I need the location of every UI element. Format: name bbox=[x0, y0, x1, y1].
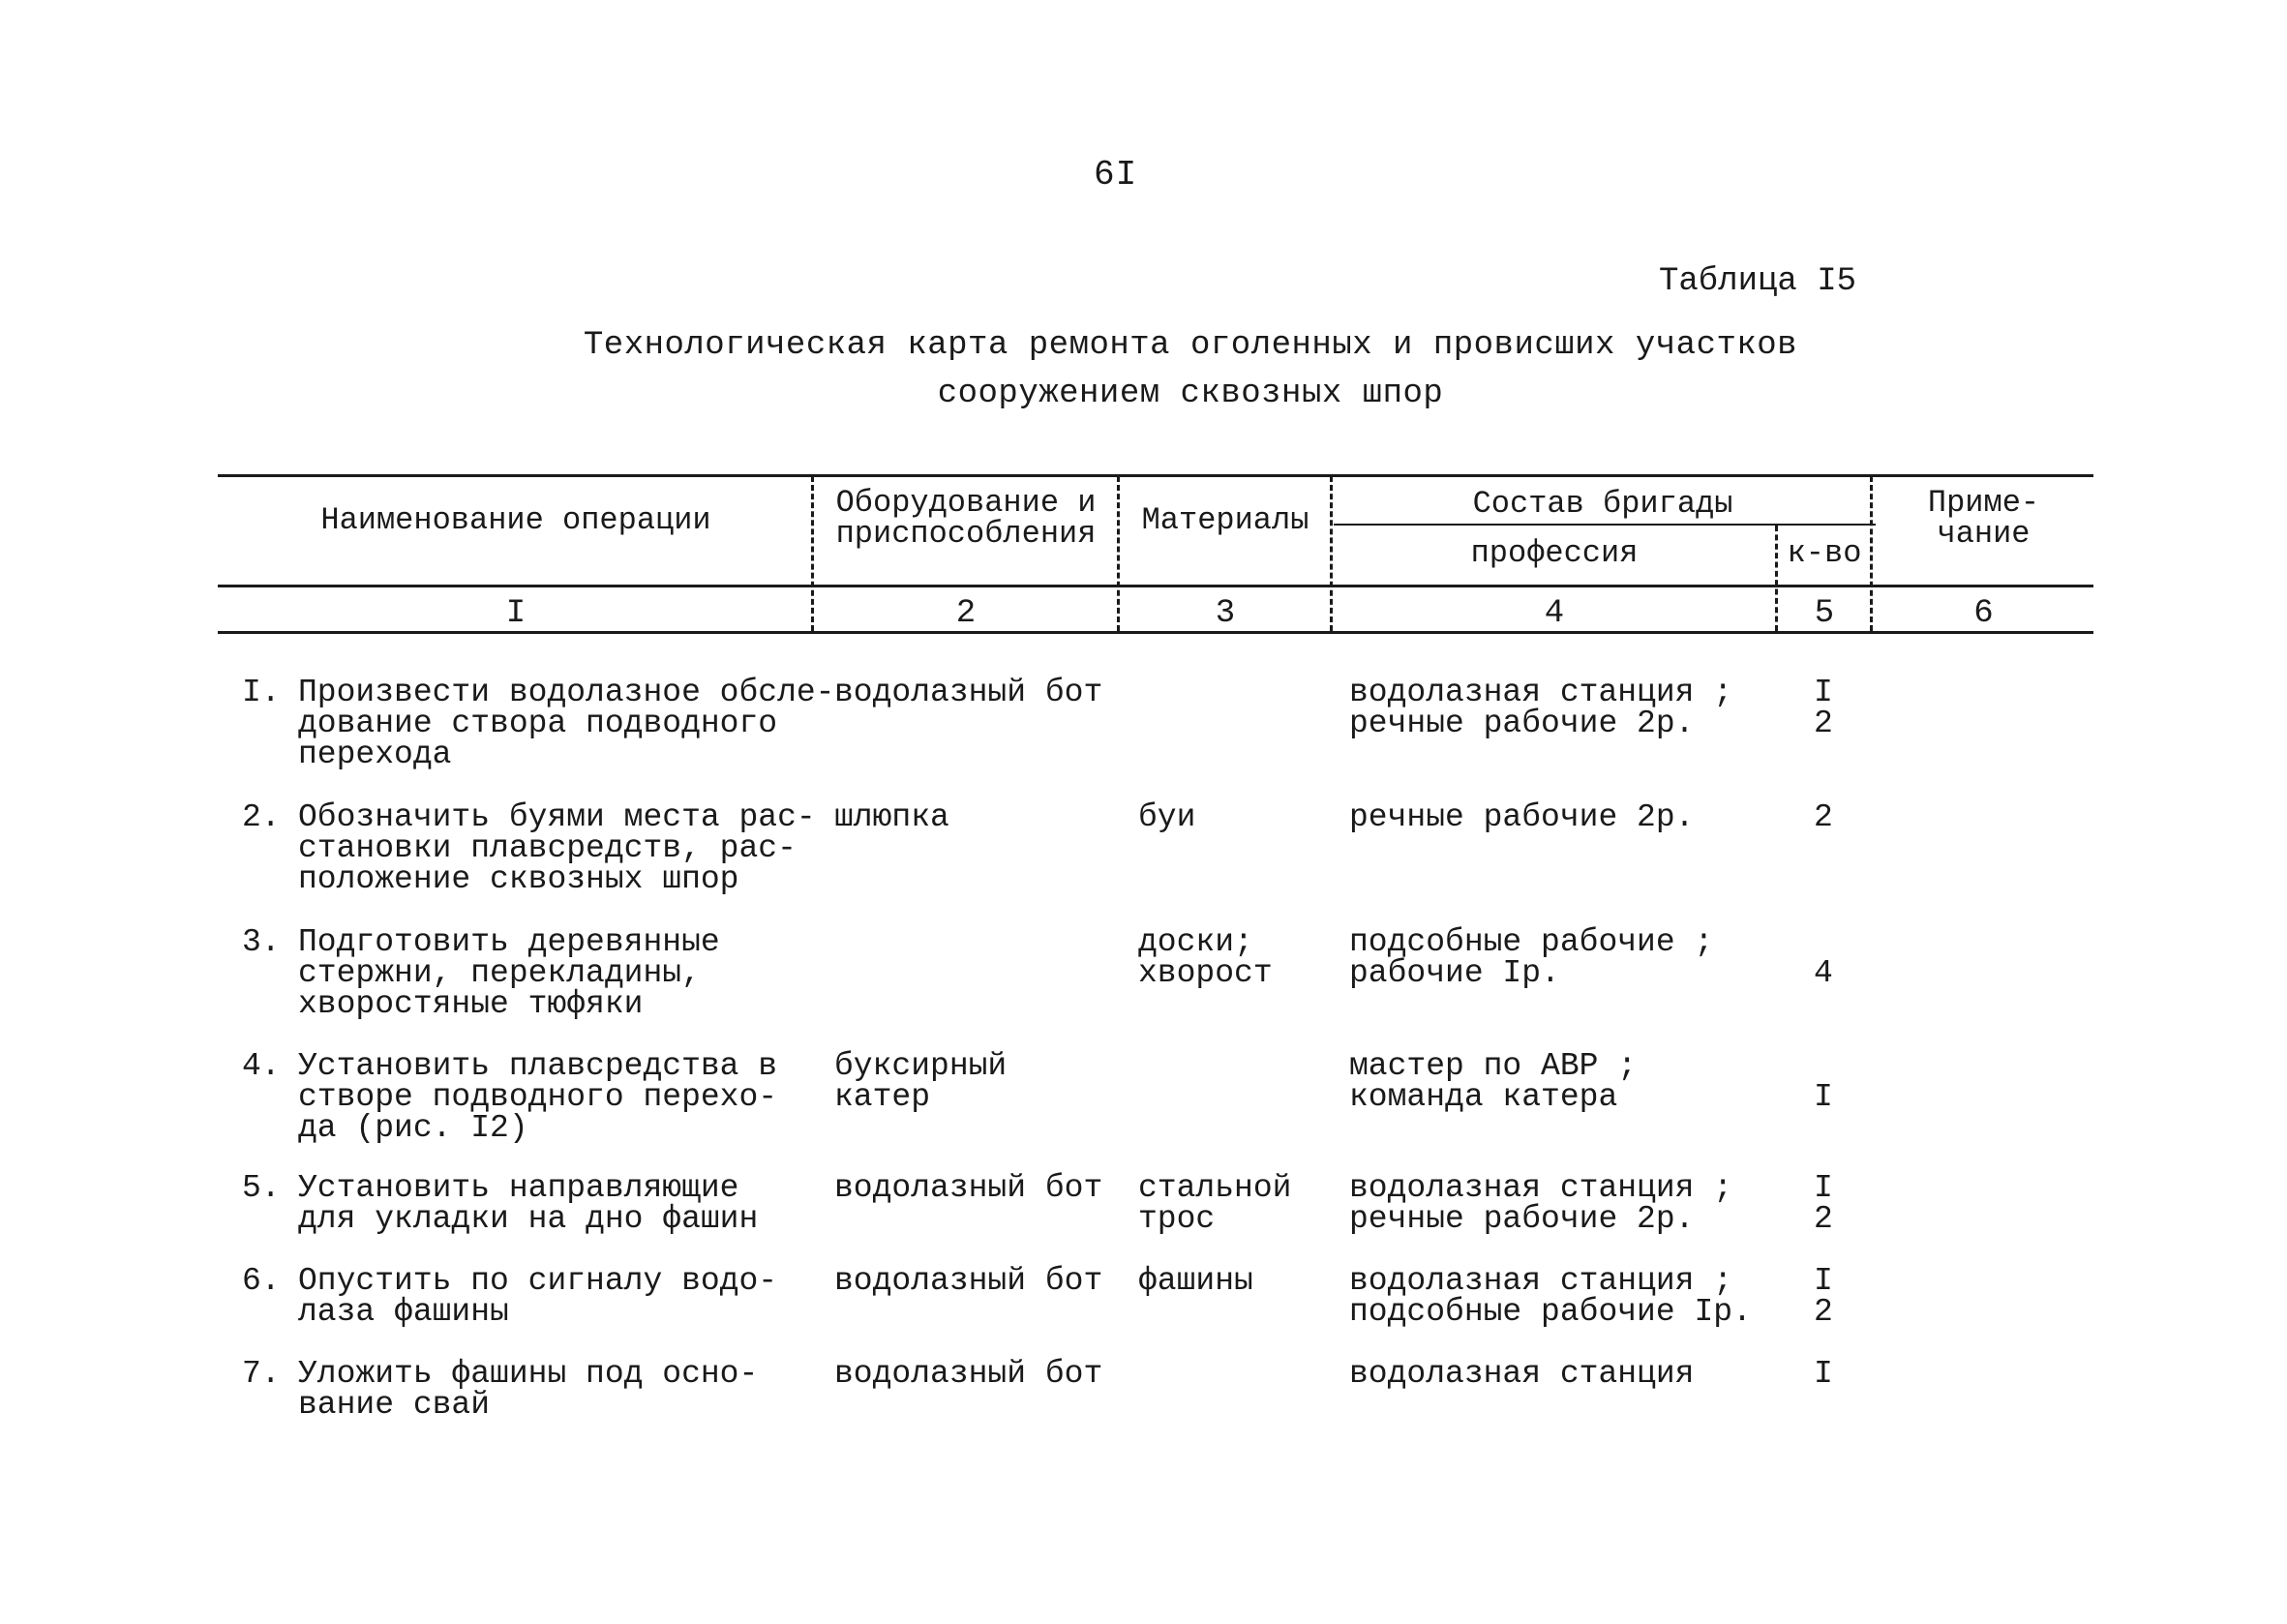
header-equipment-line1: Оборудование и bbox=[835, 485, 1097, 521]
count-cell: I bbox=[1814, 1079, 1833, 1115]
header-materials: Материалы bbox=[1141, 502, 1309, 538]
profession-cell: водолазная станция bbox=[1349, 1356, 1695, 1392]
header-notes-line1: Приме- bbox=[1927, 485, 2040, 521]
count-cell: I 2 bbox=[1814, 1263, 1833, 1330]
profession-cell: речные рабочие 2р. bbox=[1349, 799, 1695, 835]
row-number: 5. bbox=[242, 1170, 281, 1206]
operation-cell: Опустить по сигналу водо- лаза фашины bbox=[298, 1263, 778, 1330]
column-number-5: 5 bbox=[1814, 595, 1835, 632]
row-number: 4. bbox=[242, 1048, 281, 1084]
count-cell: I bbox=[1814, 1356, 1833, 1392]
profession-cell: водолазная станция ; подсобные рабочие Iр. bbox=[1349, 1263, 1752, 1330]
operation-cell: Обозначить буями места рас- становки плавсредств, рас- положение сквозных шпор bbox=[298, 799, 816, 897]
column-numbers-rule bbox=[218, 631, 2093, 634]
header-bottom-rule bbox=[218, 585, 2093, 587]
page-number: 6I bbox=[1094, 155, 1138, 195]
divider-col2-col3 bbox=[1117, 476, 1120, 631]
table-title-line2: сооружением сквозных шпор bbox=[937, 376, 1444, 412]
materials-cell: буи bbox=[1138, 799, 1196, 835]
operation-cell: Установить плавсредства в створе подводного перехо- да (рис. I2) bbox=[298, 1048, 778, 1146]
equipment-cell: водолазный бот bbox=[834, 675, 1103, 710]
column-number-3: 3 bbox=[1215, 595, 1236, 632]
equipment-cell: буксирный катер bbox=[834, 1048, 1008, 1115]
profession-cell: водолазная станция ; речные рабочие 2р. bbox=[1349, 1170, 1733, 1237]
profession-cell: мастер по АВР ; команда катера bbox=[1349, 1048, 1638, 1115]
equipment-cell: водолазный бот bbox=[834, 1356, 1103, 1392]
count-cell: 4 bbox=[1814, 955, 1833, 991]
operation-cell: Установить направляющие для укладки на дно фашин bbox=[298, 1170, 759, 1237]
table-title-line1: Технологическая карта ремонта оголенных и провисших участков bbox=[583, 327, 1798, 364]
operation-cell: Произвести водолазное обсле- дование створа подводного перехода bbox=[298, 675, 835, 772]
header-notes-line2: чание bbox=[1937, 516, 2031, 552]
column-number-2: 2 bbox=[955, 595, 977, 632]
profession-cell: подсобные рабочие ; рабочие Iр. bbox=[1349, 924, 1714, 991]
materials-cell: фашины bbox=[1138, 1263, 1253, 1299]
header-operation: Наименование операции bbox=[320, 502, 711, 538]
row-number: 7. bbox=[242, 1356, 281, 1392]
column-number-1: I bbox=[505, 595, 527, 632]
count-cell: 2 bbox=[1814, 799, 1833, 835]
divider-col3-col4 bbox=[1330, 476, 1333, 631]
table-top-rule bbox=[218, 474, 2093, 477]
divider-col4-col5 bbox=[1775, 526, 1778, 631]
header-brigade: Состав бригады bbox=[1472, 486, 1733, 522]
count-cell: I 2 bbox=[1814, 1170, 1833, 1237]
equipment-cell: шлюпка bbox=[834, 799, 949, 835]
table-label: Таблица I5 bbox=[1659, 263, 1857, 300]
column-number-4: 4 bbox=[1544, 595, 1565, 632]
materials-cell: доски; хворост bbox=[1138, 924, 1273, 991]
operation-cell: Подготовить деревянные стержни, перекладины, хворостяные тюфяки bbox=[298, 924, 720, 1022]
header-count: к-во bbox=[1787, 535, 1862, 571]
equipment-cell: водолазный бот bbox=[834, 1170, 1103, 1206]
equipment-cell: водолазный бот bbox=[834, 1263, 1103, 1299]
row-number: 2. bbox=[242, 799, 281, 835]
row-number: 3. bbox=[242, 924, 281, 960]
header-equipment-line2: приспособления bbox=[835, 516, 1097, 552]
materials-cell: стальной трос bbox=[1138, 1170, 1292, 1237]
header-profession: профессия bbox=[1470, 535, 1639, 571]
profession-cell: водолазная станция ; речные рабочие 2р. bbox=[1349, 675, 1733, 741]
column-number-6: 6 bbox=[1973, 595, 1994, 632]
brigade-rule bbox=[1334, 524, 1876, 526]
divider-col1-col2 bbox=[811, 476, 814, 631]
operation-cell: Уложить фашины под осно- вание свай bbox=[298, 1356, 759, 1423]
row-number: I. bbox=[242, 675, 281, 710]
row-number: 6. bbox=[242, 1263, 281, 1299]
count-cell: I 2 bbox=[1814, 675, 1833, 741]
